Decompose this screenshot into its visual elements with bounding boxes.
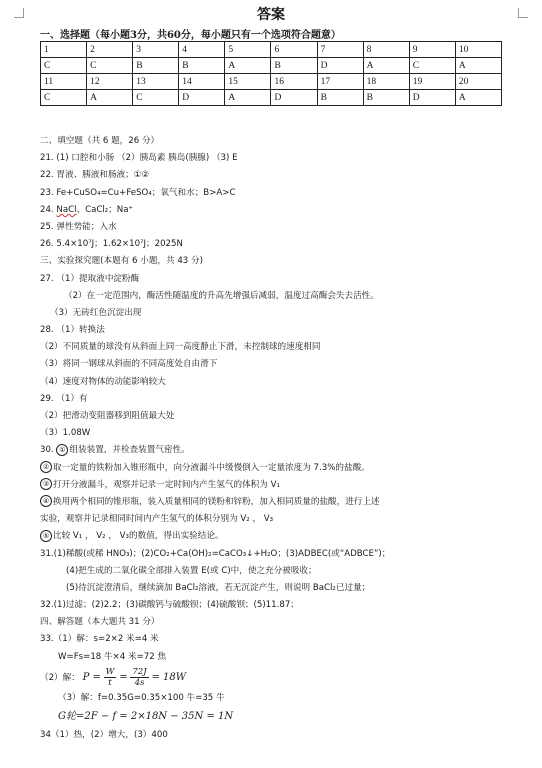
answer-line-28-1: 28. （1）转换法 [40, 325, 105, 336]
table-cell: 5 [225, 42, 271, 58]
answer-line-33-power [40, 666, 510, 690]
table-cell: A [87, 90, 133, 106]
table-cell: D [271, 90, 317, 106]
fraction-numerator: W [105, 666, 115, 677]
table-cell: 11 [41, 74, 87, 90]
table-cell: 14 [179, 74, 225, 90]
table-cell: C [41, 58, 87, 74]
fraction-denominator: t [108, 677, 112, 688]
table-cell: 19 [409, 74, 455, 90]
answer-text: 取一定量的铁粉加入锥形瓶中，向分液漏斗中缓慢倒入一定量浓度为 7.3%的盐酸。 [53, 462, 370, 473]
answer-line-30-4b: 实验，观察并记录相同时间内产生氢气的体积分别为 V₂ ， V₃ [40, 514, 274, 525]
section-heading-choice: 一、选择题（每小题3分，共60分，每小题只有一个选项符合题意） [40, 30, 341, 41]
equals-sign: = [119, 671, 128, 683]
table-cell: B [363, 90, 409, 106]
table-cell: A [455, 58, 501, 74]
table-cell: 7 [317, 42, 363, 58]
answer-line-33-1: 33.（1）解：s=2×2 米=4 米 [40, 634, 159, 645]
table-cell: 10 [455, 42, 501, 58]
table-row [41, 74, 502, 90]
step-number-badge: ② [40, 461, 52, 473]
table-cell: 17 [317, 74, 363, 90]
table-cell: C [409, 58, 455, 74]
table-cell: 2 [87, 42, 133, 58]
answer-line-27-1: 27. （1）提取液中淀粉酶 [40, 273, 140, 284]
table-cell: B [271, 58, 317, 74]
answer-text: 、CaCl₂；Na⁺ [76, 204, 134, 215]
answer-line-24 [40, 202, 510, 219]
answer-text: 比较 V₁ ， V₂ ， V₃的数值，得出实验结论。 [53, 531, 224, 542]
answer-line-34: 34（1）热，(2）增大，(3）400 [40, 730, 168, 740]
answer-line-21: 21. (1) 口腔和小肠 （2）胰岛素 胰岛(胰腺) （3) E [40, 153, 238, 164]
answer-text: 打开分液漏斗，观察并记录一定时间内产生氢气的体积为 V₁ [53, 479, 280, 490]
answer-line-27-2: （2）在一定范围内，酶活性随温度的升高先增强后减弱，温度过高酶会失去活性。 [64, 290, 379, 301]
answer-line-23: 23. Fe+CuSO₄=Cu+FeSO₄；氧气和水；B>A>C [40, 187, 236, 198]
table-cell: D [409, 90, 455, 106]
table-row [41, 42, 502, 58]
fraction-denominator: 4s [134, 677, 145, 688]
section-heading-solution: 四、解答题（本大题共 31 分） [40, 617, 160, 628]
fraction-72j-over-4s [130, 667, 148, 688]
answer-line-29-1: 29. （1）有 [40, 393, 88, 404]
answer-text: （2）解： [40, 672, 80, 683]
table-cell: 4 [179, 42, 225, 58]
table-cell: 18 [363, 74, 409, 90]
answer-line-30-4 [40, 494, 510, 511]
answer-line-33-3: （3）解：f=0.35G=0.35×100 牛=35 牛 [58, 692, 225, 703]
answer-line-29-2: （2）把滑动变阻器移到阻值最大处 [40, 411, 175, 421]
step-number-badge: ③ [40, 478, 52, 490]
table-cell: B [133, 58, 179, 74]
answer-line-30-2 [40, 460, 510, 477]
answer-line-31-4: (4)把生成的二氧化碳全部排入装置 E(或 C)中，使之充分被吸收； [66, 565, 317, 576]
table-row [41, 90, 502, 106]
answer-text: 组装装置，并检查装置气密性。 [69, 445, 190, 456]
table-cell: 13 [133, 74, 179, 90]
table-cell: A [455, 90, 501, 106]
answer-line-29-3: （3）1.08W [40, 428, 91, 439]
step-number-badge: ⑤ [40, 530, 52, 542]
table-cell: 8 [363, 42, 409, 58]
answer-text: 换用两个相同的锥形瓶，装入质量相同的镁粉和锌粉，加入相同质量的盐酸，进行上述 [53, 496, 380, 507]
fraction-w-over-t [104, 667, 117, 688]
answer-lines [40, 133, 510, 744]
formula-result: = 18W [151, 671, 186, 683]
answer-line-30-5 [40, 528, 510, 545]
section-heading-experiment: 三、实验探究题(本题有 6 小题，共 43 分) [40, 256, 203, 267]
answer-line-31-5: (5)待沉淀澄清后，继续滴加 BaCl₂溶液，若无沉淀产生，则说明 BaCl₂已过量； [66, 582, 371, 593]
answer-line-27-3: （3）无砖红色沉淀出现 [50, 307, 142, 318]
answer-line-28-3: （3）将同一钢球从斜面的不同高度处自由滑下 [40, 359, 218, 370]
table-cell: B [317, 90, 363, 106]
fraction-numerator: 72J [132, 666, 147, 677]
table-cell: C [133, 90, 179, 106]
answer-line-25: 25. 弹性势能；入水 [40, 221, 117, 232]
answer-table [40, 41, 502, 106]
table-cell: 15 [225, 74, 271, 90]
spelling-underlined-text: NaCl [56, 204, 77, 215]
formula-lhs: P = [82, 671, 101, 683]
answer-line-26: 26. 5.4×10⁷J；1.62×10⁷J；2025N [40, 239, 183, 250]
answer-text: 24. [40, 204, 57, 215]
answer-line-22: 22. 胃液、胰液和肠液；①② [40, 170, 150, 181]
table-cell: C [41, 90, 87, 106]
table-cell: D [317, 58, 363, 74]
document-title: 答案 [257, 7, 285, 23]
table-cell: 12 [87, 74, 133, 90]
table-cell: A [225, 90, 271, 106]
table-cell: B [179, 58, 225, 74]
answer-line-30-1: 30. ① 组装装置，并检查装置气密性。 [40, 445, 190, 456]
table-cell: C [87, 58, 133, 74]
table-cell: 16 [271, 74, 317, 90]
table-cell: 9 [409, 42, 455, 58]
answer-line-31-1: 31.(1)稀酸(或稀 HNO₃)；(2)CO₂+Ca(OH)₂=CaCO₃↓+H₂O；(3)ADBEC(或“ADBCE”)； [40, 548, 391, 559]
table-cell: A [363, 58, 409, 74]
table-cell: 20 [455, 74, 501, 90]
table-cell: 1 [41, 42, 87, 58]
answer-line-28-4: （4）速度对物体的动能影响较大 [40, 376, 166, 387]
table-cell: 3 [133, 42, 179, 58]
answer-line-32: 32.(1)过滤；(2)2.2；(3)碳酸钙与硫酸钡；(4)硫酸钡；(5)11.87； [40, 600, 299, 611]
step-number-badge: ④ [40, 495, 52, 507]
section-heading-fill: 二、填空题（共 6 题，26 分） [40, 136, 160, 146]
answer-line-33-gwheel: G轮=2F − f = 2×18N − 35N = 1N [58, 711, 234, 722]
answer-line-28-2: （2）不同质量的球没有从斜面上同一高度静止下滑，未控制球的速度相同 [40, 342, 321, 353]
table-cell: 6 [271, 42, 317, 58]
table-cell: A [225, 58, 271, 74]
table-cell: D [179, 90, 225, 106]
table-row [41, 58, 502, 74]
answer-line-33-2: W=Fs=18 牛×4 米=72 焦 [58, 651, 167, 662]
answer-line-30-3 [40, 477, 510, 494]
step-number-badge: ① [56, 444, 68, 456]
